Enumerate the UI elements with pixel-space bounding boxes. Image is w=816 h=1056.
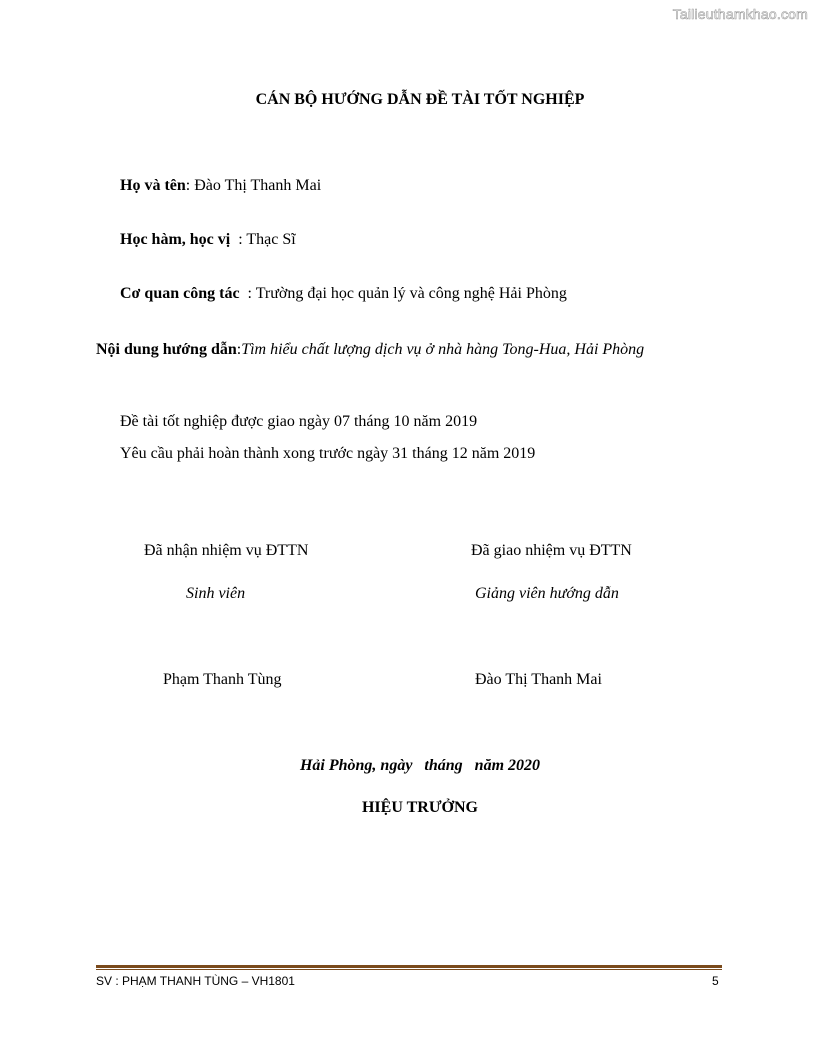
footer-page-number: 5 xyxy=(712,974,719,988)
co-quan-row xyxy=(120,285,567,303)
watermark-text: Tailieuthamkhao.com xyxy=(672,6,808,22)
footer-rule-thick xyxy=(96,965,722,968)
page-title: CÁN BỘ HƯỚNG DẪN ĐỀ TÀI TỐT NGHIỆP xyxy=(255,91,585,108)
footer-rule-thin xyxy=(96,969,722,970)
left-signature-name: Phạm Thanh Tùng xyxy=(163,671,282,688)
co-quan-label: Cơ quan công tác xyxy=(120,285,240,302)
hoc-ham-row xyxy=(120,231,296,249)
ho-ten-row xyxy=(120,177,321,195)
left-signature-role: Sinh viên xyxy=(186,585,246,602)
ho-ten-value: : Đào Thị Thanh Mai xyxy=(185,177,322,194)
co-quan-value: : Trường đại học quản lý và công nghệ Hải Phòng xyxy=(239,285,567,302)
place-date: Hải Phòng, ngày tháng năm 2020 xyxy=(299,757,541,774)
ngay-hoan-thanh-line: Yêu cầu phải hoàn thành xong trước ngày 31 tháng 12 năm 2019 xyxy=(120,445,536,462)
right-signature-role: Giảng viên hướng dẫn xyxy=(475,585,619,602)
hoc-ham-label: Học hàm, học vị xyxy=(120,231,231,248)
ho-ten-label: Họ và tên xyxy=(120,177,186,194)
footer-student-info: SV : PHẠM THANH TÙNG – VH1801 xyxy=(96,974,295,988)
left-signature-heading: Đã nhận nhiệm vụ ĐTTN xyxy=(144,542,309,559)
right-signature-heading: Đã giao nhiệm vụ ĐTTN xyxy=(471,542,632,559)
hoc-ham-value: : Thạc Sĩ xyxy=(230,231,296,248)
right-signature-name: Đào Thị Thanh Mai xyxy=(475,671,602,688)
noi-dung-label: Nội dung hướng dẫn xyxy=(96,341,237,358)
ngay-giao-line: Đề tài tốt nghiệp được giao ngày 07 tháng 10 năm 2019 xyxy=(120,413,478,430)
noi-dung-row: Nội dung hướng dẫn:Tìm hiểu chất lượng dịch vụ ở nhà hàng Tong-Hua, Hải Phòng xyxy=(96,341,645,358)
noi-dung-value: Tìm hiểu chất lượng dịch vụ ở nhà hàng Tong-Hua, Hải Phòng xyxy=(241,341,645,358)
hieu-truong-heading: HIỆU TRƯỞNG xyxy=(361,799,478,816)
